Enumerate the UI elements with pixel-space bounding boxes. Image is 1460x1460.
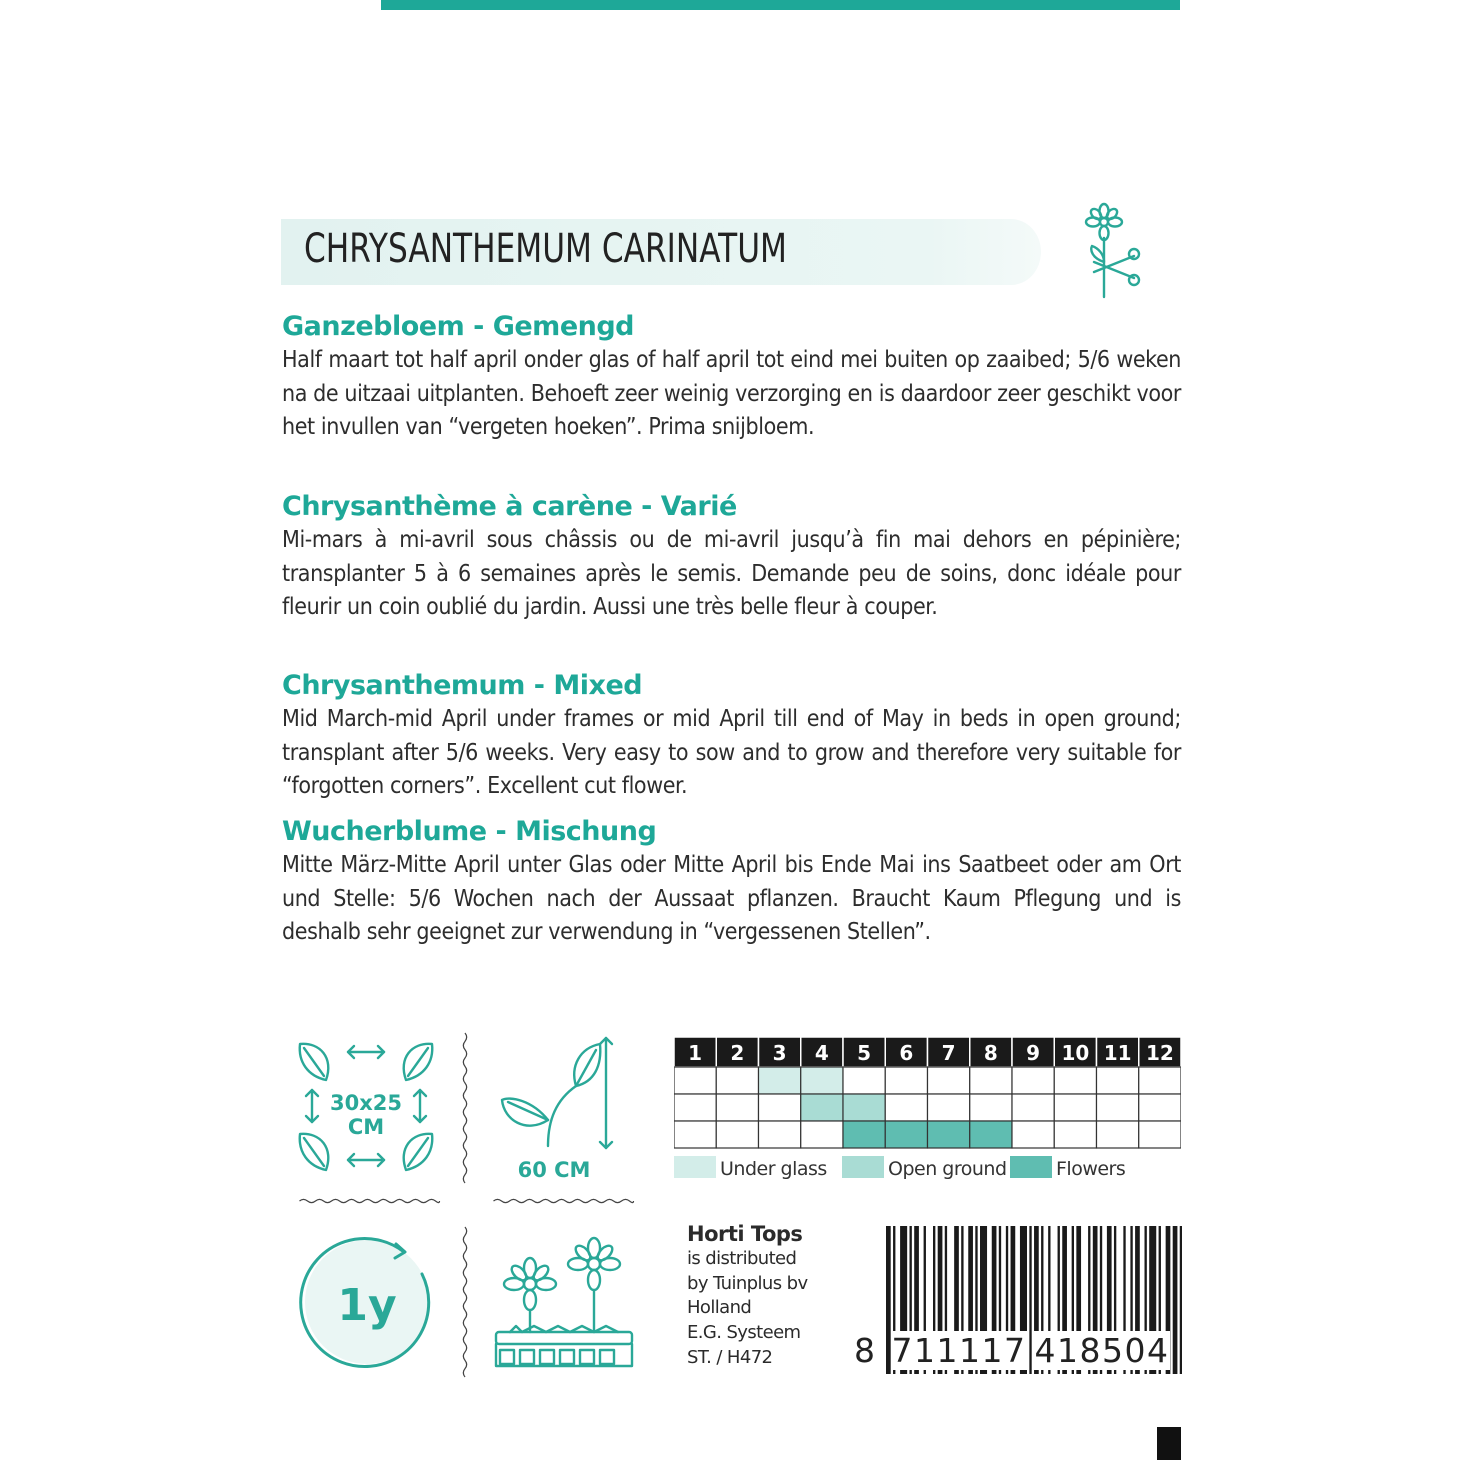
calendar-cell — [759, 1094, 801, 1121]
calendar-month-label: 8 — [983, 1041, 998, 1065]
calendar-cell-active — [759, 1067, 801, 1094]
calendar-cell — [1139, 1121, 1181, 1148]
product-title: CHRYSANTHEMUM CARINATUM — [304, 226, 787, 272]
calendar-cell — [716, 1067, 758, 1094]
legend-swatch — [842, 1156, 884, 1178]
calendar-cell — [674, 1094, 716, 1121]
calendar-cell — [885, 1094, 927, 1121]
divider-horizontal — [476, 1197, 651, 1205]
calendar-cell — [716, 1094, 758, 1121]
distributor-line: E.G. Systeem — [687, 1322, 801, 1344]
calendar-month-label: 12 — [1145, 1041, 1174, 1065]
section-text: Mitte März-Mitte April unter Glas oder Mitte April bis Ende Mai ins Saatbeet oder am Ort und Stelle: 5/6 Wochen nach der Aussaat pflanzen. Braucht Kaum Pflegung und is deshalb sehr geeignet zur verwendung in “vergessenen Stellen”. — [282, 852, 1181, 945]
calendar-month-label: 7 — [941, 1041, 956, 1065]
section-english — [282, 669, 1181, 804]
calendar-cell — [843, 1067, 885, 1094]
calendar-cell — [1139, 1094, 1181, 1121]
calendar-cell — [970, 1094, 1012, 1121]
annual-lifecycle-icon — [292, 1230, 442, 1380]
lifecycle-label: 1y — [337, 1280, 397, 1331]
distributor-line: by Tuinplus bv — [687, 1272, 808, 1294]
barcode-group-2: 418504 — [1034, 1331, 1170, 1370]
section-german — [282, 815, 1181, 950]
section-heading: Chrysanthème à carène - Varié — [282, 491, 737, 522]
calendar-cell — [885, 1067, 927, 1094]
calendar-cell — [928, 1067, 970, 1094]
barcode-bar — [1173, 1226, 1178, 1374]
calendar-cell-active — [801, 1094, 843, 1121]
calendar-cell-active — [801, 1067, 843, 1094]
calendar-cell — [716, 1121, 758, 1148]
calendar-cell-active — [885, 1121, 927, 1148]
calendar-cell — [1054, 1094, 1096, 1121]
distributor-info — [687, 1222, 808, 1371]
calendar-cell-active — [843, 1094, 885, 1121]
section-dutch — [282, 310, 1181, 445]
calendar-cell — [1012, 1121, 1054, 1148]
section-heading: Wucherblume - Mischung — [282, 816, 657, 847]
calendar-month-label: 11 — [1103, 1041, 1132, 1065]
top-accent-bar — [381, 0, 1180, 10]
calendar-cell — [801, 1121, 843, 1148]
calendar-cell-active — [843, 1121, 885, 1148]
section-heading: Ganzebloem - Gemengd — [282, 311, 635, 342]
calendar-cell — [1012, 1094, 1054, 1121]
calendar-month-label: 1 — [688, 1041, 703, 1065]
divider-horizontal — [282, 1197, 457, 1205]
section-heading: Chrysanthemum - Mixed — [282, 670, 643, 701]
calendar-month-label: 10 — [1061, 1041, 1090, 1065]
spacing-value: 30x25 — [330, 1091, 402, 1115]
barcode-group-1: 711117 — [891, 1331, 1027, 1370]
calendar-cell-active — [928, 1121, 970, 1148]
height-value: 60 CM — [517, 1158, 591, 1182]
calendar-cell — [1054, 1121, 1096, 1148]
legend-label: Under glass — [720, 1158, 827, 1180]
divider-vertical — [460, 1018, 470, 1198]
plant-spacing-icon — [286, 1030, 446, 1190]
divider-vertical — [460, 1212, 470, 1392]
brand-name: Horti Tops — [687, 1222, 803, 1246]
plant-height-icon — [490, 1030, 640, 1190]
calendar-cell — [1139, 1067, 1181, 1094]
calendar-cell-active — [970, 1121, 1012, 1148]
print-mark — [1157, 1427, 1181, 1460]
calendar-cell — [759, 1121, 801, 1148]
section-text: Mid March-mid April under frames or mid April till end of May in beds in open ground; transplant after 5/6 weeks. Very easy to sow and to grow and therefore very suitable for “forgotten corners”. Excellent cut flower. — [282, 706, 1181, 799]
barcode-number — [854, 1331, 1170, 1370]
legend-label: Open ground — [888, 1158, 1007, 1180]
calendar-cell — [1097, 1094, 1139, 1121]
calendar-cell — [1097, 1067, 1139, 1094]
spacing-unit: CM — [347, 1115, 385, 1139]
calendar-cell — [1097, 1121, 1139, 1148]
legend-swatch — [674, 1156, 716, 1178]
barcode-bar — [1180, 1226, 1182, 1374]
seedling-tray-icon — [490, 1228, 640, 1373]
distributor-line: Holland — [687, 1297, 752, 1319]
calendar-cell — [970, 1067, 1012, 1094]
cut-flower-icon — [1078, 202, 1144, 300]
section-french — [282, 490, 1181, 625]
calendar-cell — [1012, 1067, 1054, 1094]
calendar-month-label: 6 — [899, 1041, 914, 1065]
section-text: Half maart tot half april onder glas of half april tot eind mei buiten op zaaibed; 5/6 weken na de uitzaai uitplanten. Behoeft zeer weinig verzorging en is daardoor zeer geschikt voor het invullen van “vergeten hoeken”. Prima snijbloem. — [282, 347, 1181, 440]
barcode-first-digit: 8 — [854, 1331, 877, 1370]
calendar-month-label: 5 — [857, 1041, 872, 1065]
legend-label: Flowers — [1056, 1158, 1126, 1180]
section-text: Mi-mars à mi-avril sous châssis ou de mi-avril jusqu’à fin mai dehors en pépinière; transplanter 5 à 6 semaines après le semis. Demande peu de soins, donc idéale pour fleurir un coin oublié du jardin. Aussi une très belle fleur à couper. — [282, 527, 1181, 620]
distributor-line: is distributed — [687, 1247, 797, 1269]
calendar-cell — [928, 1094, 970, 1121]
calendar-month-label: 3 — [772, 1041, 787, 1065]
sowing-calendar — [674, 1037, 1181, 1150]
calendar-cell — [674, 1067, 716, 1094]
legend-swatch — [1010, 1156, 1052, 1178]
distributor-line: ST. / H472 — [687, 1346, 773, 1368]
calendar-cell — [674, 1121, 716, 1148]
calendar-cell — [1054, 1067, 1096, 1094]
calendar-month-label: 2 — [730, 1041, 745, 1065]
calendar-month-label: 4 — [814, 1041, 829, 1065]
calendar-month-label: 9 — [1026, 1041, 1041, 1065]
